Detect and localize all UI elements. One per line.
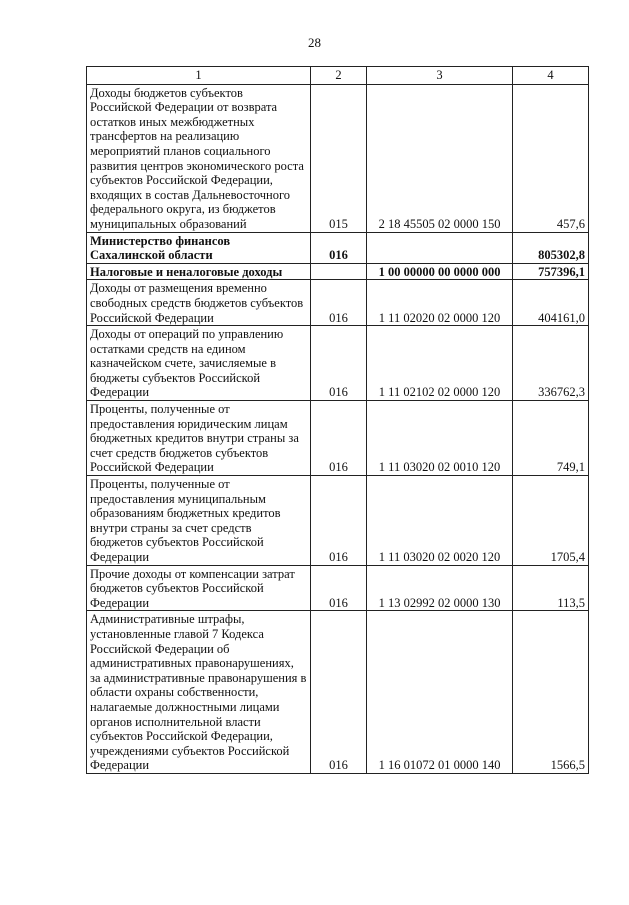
- row-name: Прочие доходы от компенсации затрат бюджетов субъектов Российской Федерации: [87, 565, 311, 611]
- page-number: 28: [308, 35, 321, 50]
- row-admin-code: 016: [311, 565, 367, 611]
- row-budget-code: 1 11 03020 02 0020 120: [367, 476, 513, 566]
- table-row: [87, 565, 589, 611]
- row-sum: 113,5: [513, 565, 589, 611]
- row-budget-code: 1 00 00000 00 0000 000: [367, 263, 513, 280]
- row-sum: 757396,1: [513, 263, 589, 280]
- column-header-sum: 4: [513, 67, 589, 85]
- table-row: [87, 611, 589, 774]
- row-budget-code: 1 11 02020 02 0000 120: [367, 280, 513, 326]
- row-budget-code: 1 16 01072 01 0000 140: [367, 611, 513, 774]
- row-budget-code: 1 13 02992 02 0000 130: [367, 565, 513, 611]
- row-admin-code: 016: [311, 232, 367, 263]
- row-sum: 1705,4: [513, 476, 589, 566]
- table-header-row: [87, 67, 589, 85]
- row-admin-code: 015: [311, 84, 367, 232]
- row-name: Проценты, полученные от предоставления юридическим лицам бюджетных кредитов внутри страны за счет средств бюджетов субъектов Российской Федерации: [87, 401, 311, 476]
- table-row: [87, 326, 589, 401]
- column-header-code: 3: [367, 67, 513, 85]
- row-sum: 457,6: [513, 84, 589, 232]
- row-admin-code: 016: [311, 401, 367, 476]
- column-header-admin: 2: [311, 67, 367, 85]
- revenue-table: [86, 66, 589, 774]
- row-name: Налоговые и неналоговые доходы: [87, 263, 311, 280]
- row-sum: 749,1: [513, 401, 589, 476]
- row-budget-code: 1 11 03020 02 0010 120: [367, 401, 513, 476]
- row-admin-code: 016: [311, 611, 367, 774]
- table-row: [87, 232, 589, 263]
- row-sum: 1566,5: [513, 611, 589, 774]
- row-admin-code: [311, 263, 367, 280]
- row-sum: 805302,8: [513, 232, 589, 263]
- row-budget-code: [367, 232, 513, 263]
- column-header-name: 1: [87, 67, 311, 85]
- table-row: [87, 401, 589, 476]
- row-sum: 336762,3: [513, 326, 589, 401]
- row-admin-code: 016: [311, 476, 367, 566]
- row-budget-code: 1 11 02102 02 0000 120: [367, 326, 513, 401]
- table-row: [87, 84, 589, 232]
- row-name: Доходы от операций по управлению остатками средств на едином казначейском счете, зачисляемые в бюджеты субъектов Российской Федерации: [87, 326, 311, 401]
- row-name: Проценты, полученные от предоставления муниципальным образованиям бюджетных кредитов внутри страны за счет средств бюджетов субъектов Российской Федерации: [87, 476, 311, 566]
- row-name: Доходы бюджетов субъектов Российской Федерации от возврата остатков иных межбюджетных трансфертов на реализацию мероприятий планов социального развития центров экономического роста субъектов Российской Федерации, входящих в состав Дальневосточного федерального округа, из бюджетов муниципальных образований: [87, 84, 311, 232]
- row-name: Административные штрафы, установленные главой 7 Кодекса Российской Федерации об административных правонарушениях, за административные правонарушения в области охраны собственности, налагаемые должностными лицами органов исполнительной власти субъектов Российской Федерации, учреждениями субъектов Российской Федерации: [87, 611, 311, 774]
- row-admin-code: 016: [311, 280, 367, 326]
- table-row: [87, 280, 589, 326]
- row-name: Министерство финансов Сахалинской области: [87, 232, 311, 263]
- row-name: Доходы от размещения временно свободных средств бюджетов субъектов Российской Федерации: [87, 280, 311, 326]
- row-budget-code: 2 18 45505 02 0000 150: [367, 84, 513, 232]
- table-row: [87, 476, 589, 566]
- row-admin-code: 016: [311, 326, 367, 401]
- table-row: [87, 263, 589, 280]
- row-sum: 404161,0: [513, 280, 589, 326]
